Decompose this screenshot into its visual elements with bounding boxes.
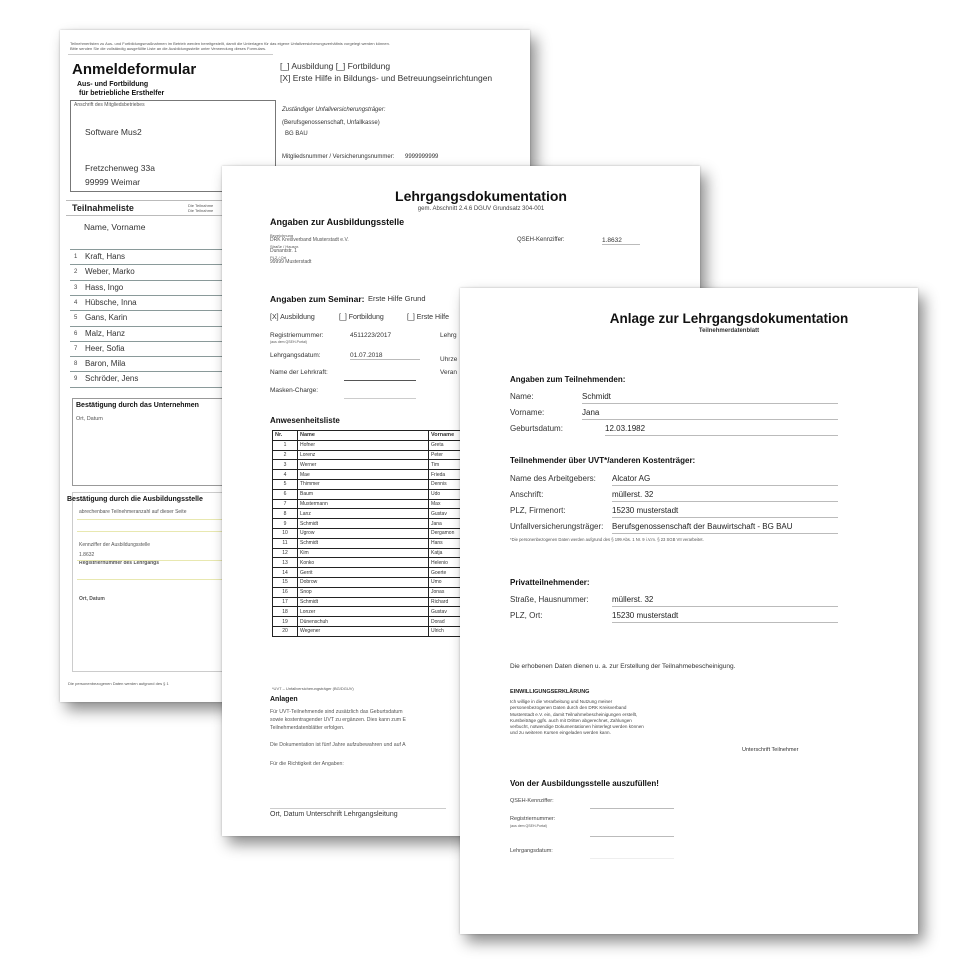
- firstname-value[interactable]: Jana: [582, 408, 600, 417]
- mask-batch-field[interactable]: [344, 398, 416, 399]
- uvt-footnote: *Die personenbezogenen Daten werden aufgrund des § 199 Abs. 1 Nr. 9 i.V.m. § 23 SGB VII verarbeitet.: [510, 537, 704, 542]
- row-number: 17: [273, 597, 298, 607]
- row-number: 13: [273, 558, 298, 568]
- row-vorname: Udo: [429, 489, 468, 499]
- participant-number: 5: [74, 315, 78, 322]
- attendance-row: [273, 499, 468, 509]
- uvt-section-title: Teilnehmender über UVT*/anderen Kostenträger:: [510, 456, 696, 465]
- row-name: Schmidt: [298, 597, 429, 607]
- consent-line: verbucht, notwendige Dokumentationen hinterlegt werden können: [510, 724, 644, 730]
- row-vorname: Katja: [429, 548, 468, 558]
- row-number: 7: [273, 499, 298, 509]
- course-date-field[interactable]: [590, 858, 674, 859]
- privacy-footer: Die personenbezogenen Daten werden aufgrund des § 1: [68, 681, 169, 686]
- row-number: 4: [273, 470, 298, 480]
- participant-number: 7: [74, 345, 78, 352]
- header-note: Bitte senden Sie die vollständig ausgefüllte Liste an die Ausbildungsstelle unter Verwendung dieses Formulars.: [70, 46, 267, 51]
- form-title: Anmeldeformular: [72, 61, 197, 78]
- row-vorname: Gustav: [429, 509, 468, 519]
- row-vorname: Richard: [429, 597, 468, 607]
- insurer-sublabel: (Berufsgenossenschaft, Unfallkasse): [282, 120, 380, 126]
- row-vorname: Peter: [429, 450, 468, 460]
- participant-list-title: Teilnahmeliste: [72, 203, 134, 213]
- attendance-row: [273, 460, 468, 470]
- form-subtitle: Aus- und Fortbildung: [77, 81, 149, 88]
- city-label: PLZ / Ort: [270, 255, 287, 260]
- attendance-row: [273, 519, 468, 529]
- participant-number: 8: [74, 361, 78, 368]
- attendance-row: [273, 538, 468, 548]
- participant-number: 4: [74, 299, 78, 306]
- row-name: Hofner: [298, 440, 429, 450]
- row-vorname: Greta: [429, 440, 468, 450]
- option-fortbildung[interactable]: [_] Fortbildung: [339, 314, 384, 321]
- row-vorname: Jana: [429, 519, 468, 529]
- address-label: Anschrift des Mitgliedsbetriebes: [74, 102, 145, 108]
- participant-number: 1: [74, 254, 78, 260]
- school-section-title: Von der Ausbildungsstelle auszufüllen!: [510, 779, 659, 788]
- company-confirmation-box: [72, 398, 234, 486]
- private-city-value[interactable]: 15230 musterstadt: [612, 611, 679, 620]
- attendance-row: [273, 479, 468, 489]
- row-vorname: Ulrich: [429, 626, 468, 636]
- attendance-row: [273, 568, 468, 578]
- participant-name: Gans, Karin: [85, 313, 128, 323]
- consent-line: Ich willige in die Verarbeitung und Nutzung meiner: [510, 699, 613, 704]
- birthdate-label: Geburtsdatum:: [510, 424, 563, 433]
- participant-number: 6: [74, 330, 78, 337]
- course-date-label: Lehrgangsdatum:: [270, 352, 321, 359]
- row-vorname: Dergamon: [429, 528, 468, 538]
- row-vorname: Umo: [429, 577, 468, 587]
- designation-label: Bezeichnung: [270, 233, 294, 238]
- address-value[interactable]: müllerst. 32: [612, 490, 654, 499]
- insurer-label: Zuständiger Unfallversicherungsträger:: [282, 107, 386, 113]
- row-vorname: Jonas: [429, 587, 468, 597]
- participant-number: 9: [74, 376, 78, 383]
- form-subtitle: für betriebliche Ersthelfer: [79, 90, 165, 97]
- doc-title: Lehrgangsdokumentation: [395, 188, 567, 204]
- registration-label: Registriernummer:: [270, 332, 324, 339]
- trainer-field[interactable]: [344, 380, 416, 381]
- participant-number: 2: [74, 269, 78, 276]
- row-name: Dünenschuh: [298, 617, 429, 627]
- attachments-line: sowie kostentragender UVT zu ergänzen. Dies kann zum E: [270, 717, 407, 723]
- participant-name: Hass, Ingo: [85, 282, 124, 292]
- col-name: Name: [298, 431, 429, 441]
- attendance-row: [273, 548, 468, 558]
- row-name: Dobrow: [298, 577, 429, 587]
- participant-name: Baron, Mila: [85, 359, 126, 369]
- birthdate-value[interactable]: 12.03.1982: [605, 424, 646, 433]
- row-name: Gerrit: [298, 568, 429, 578]
- consent-line: personenbezogenen Daten durch den DRK Kreisverband: [510, 705, 627, 711]
- time-label: Uhrze: [440, 356, 458, 363]
- qseh-value: 1.8632: [602, 237, 640, 245]
- row-name: Wegener: [298, 626, 429, 636]
- registration-number: 4511223/2017: [350, 332, 392, 339]
- row-name: Kim: [298, 548, 429, 558]
- row-number: 20: [273, 626, 298, 636]
- company-street: Fretzchenweg 33a: [85, 163, 155, 173]
- row-name: Lonzer: [298, 607, 429, 617]
- row-name: Thimmer: [298, 479, 429, 489]
- designation-value: DRK Kreisverband Musterstadt e.V.: [270, 237, 349, 243]
- participant-name: Kraft, Hans: [85, 252, 126, 261]
- row-number: 9: [273, 519, 298, 529]
- attendance-row: [273, 509, 468, 519]
- street-label: Straße / Hausnr.: [270, 244, 300, 249]
- row-name: Lanz: [298, 509, 429, 519]
- row-name: Schmidt: [298, 538, 429, 548]
- registration-label: Registriernummer:: [510, 816, 556, 822]
- company-city-value[interactable]: 15230 musterstadt: [612, 506, 679, 515]
- insurer-value[interactable]: Berufsgenossenschaft der Bauwirtschaft - BG BAU: [612, 522, 793, 531]
- attachments-title: Anlagen: [270, 696, 298, 703]
- school-confirmation-title: Bestätigung durch die Ausbildungsstelle: [67, 496, 203, 503]
- option-ausbildung[interactable]: [X] Ausbildung: [270, 314, 315, 321]
- school-id: 1.8632: [79, 552, 95, 558]
- list-note: Die Teilnahme: [188, 203, 214, 208]
- private-city-label: PLZ, Ort:: [510, 611, 543, 620]
- row-vorname: Helenio: [429, 558, 468, 568]
- row-name: Snop: [298, 587, 429, 597]
- attendance-row: [273, 587, 468, 597]
- first-aid-option[interactable]: [X] Erste Hilfe in Bildungs- und Betreuungseinrichtungen: [280, 73, 493, 83]
- row-vorname: Tim: [429, 460, 468, 470]
- participant-section-title: Angaben zum Teilnehmenden:: [510, 375, 626, 384]
- employer-value[interactable]: Alcator AG: [612, 474, 651, 483]
- row-name: Schmidt: [298, 519, 429, 529]
- mask-batch-label: Masken-Charge:: [270, 387, 319, 394]
- row-number: 15: [273, 577, 298, 587]
- attendance-row: [273, 626, 468, 636]
- row-number: 3: [273, 460, 298, 470]
- appendix-subtitle: Teilnehmerdatenblatt: [698, 328, 760, 334]
- participant-name: Weber, Marko: [85, 267, 135, 277]
- consent-line: Kursbeiträge ggfs. auch mit Dritten abgerechnet, Zahlungen: [510, 717, 632, 723]
- seminar-section-title: Angaben zum Seminar:: [270, 294, 365, 304]
- name-label: Name:: [510, 392, 534, 401]
- row-name: Mae: [298, 470, 429, 480]
- row-vorname: Dennis: [429, 479, 468, 489]
- participant-name: Heer, Sofia: [85, 343, 125, 353]
- company-city-label: PLZ, Firmenort:: [510, 506, 566, 515]
- row-number: 12: [273, 548, 298, 558]
- qseh-label: QSEH-Kennziffer:: [510, 798, 554, 804]
- attendance-row: [273, 617, 468, 627]
- attendance-table: [272, 430, 467, 637]
- row-name: Mustermann: [298, 499, 429, 509]
- date-place-label: Ort, Datum: [79, 596, 105, 602]
- row-name: Werner: [298, 460, 429, 470]
- course-register-label: Registriernummer des Lehrgangs: [79, 560, 160, 566]
- purpose-note: Die erhobenen Daten dienen u. a. zur Erstellung der Teilnahmebescheinigung.: [510, 663, 736, 670]
- participant-name: Malz, Hanz: [85, 328, 126, 338]
- header-note: Teilnehmerlisten zu Aus- und Fortbildungsmaßnahmen im Betrieb werden bereitgestellt, damit die Unterlagen für das eigene Unfallversicherungsverhältnis vorgelegt werden können.: [70, 41, 390, 46]
- attendance-row: [273, 528, 468, 538]
- row-number: 10: [273, 528, 298, 538]
- registration-sublabel: (aus dem QSEH-Portal): [510, 824, 547, 828]
- firstname-label: Vorname:: [510, 408, 545, 417]
- row-vorname: Goerte: [429, 568, 468, 578]
- private-section-title: Privatteilnehmender:: [510, 578, 590, 587]
- company-city: 99999 Weimar: [85, 177, 141, 187]
- row-vorname: Hans: [429, 538, 468, 548]
- row-number: 16: [273, 587, 298, 597]
- participant-signature-label: Unterschrift Teilnehmer: [742, 747, 799, 753]
- appendix-title: Anlage zur Lehrgangsdokumentation: [609, 311, 849, 326]
- school-confirmation-box: [67, 492, 234, 672]
- row-vorname: Max: [429, 499, 468, 509]
- name-column-header: Name, Vorname: [84, 222, 146, 232]
- city-value: 99999 Musterstadt: [270, 259, 312, 265]
- consent-line: und zu weiteren Kursen eingeladen werden kann.: [510, 730, 611, 736]
- participant-name: Schröder, Jens: [85, 374, 139, 384]
- row-vorname: Frieda: [429, 470, 468, 480]
- signature-label: Ort, Datum Unterschrift Lehrgangsleitung: [270, 811, 398, 818]
- attendance-title: Anwesenheitsliste: [270, 416, 340, 425]
- row-number: 19: [273, 617, 298, 627]
- training-type-options[interactable]: [_] Ausbildung [_] Fortbildung: [280, 61, 391, 71]
- doc-subtitle: gem. Abschnitt 2.4.6 DGUV Grundsatz 304-001: [417, 206, 545, 212]
- insurer-value: BG BAU: [285, 131, 308, 137]
- list-note: Die Teilnahme: [188, 208, 214, 213]
- member-number-label: Mitgliedsnummer / Versicherungsnummer:: [282, 154, 395, 160]
- row-name: Konko: [298, 558, 429, 568]
- course-date: 01.07.2018: [350, 352, 420, 360]
- course-label: Lehrg: [440, 332, 457, 339]
- attachments-line: Für UVT-Teilnehmende sind zusätzlich das Geburtsdatum: [270, 709, 403, 715]
- qseh-label: QSEH-Kennziffer:: [517, 237, 565, 243]
- private-street-value[interactable]: müllerst. 32: [612, 595, 654, 604]
- private-street-label: Straße, Hausnummer:: [510, 595, 589, 604]
- qseh-field[interactable]: [590, 808, 674, 809]
- consent-title: EINWILLIGUNGSERKLÄRUNG: [510, 689, 590, 695]
- attendance-row: [273, 489, 468, 499]
- name-value[interactable]: Schmidt: [582, 392, 611, 401]
- anlage-page: [460, 288, 918, 934]
- attendance-row: [273, 607, 468, 617]
- uvt-footnote: *UVT – Unfallversicherungsträger (BG/DGUV): [272, 686, 354, 691]
- trainer-label: Name der Lehrkraft:: [270, 369, 328, 376]
- row-number: 14: [273, 568, 298, 578]
- row-vorname: Dorad: [429, 617, 468, 627]
- attendance-row: [273, 597, 468, 607]
- participant-name: Hübsche, Inna: [85, 297, 137, 307]
- retention-note: Die Dokumentation ist fünf Jahre aufzubewahren und auf A: [270, 742, 406, 748]
- registration-field[interactable]: [590, 836, 674, 837]
- organizer-label: Veran: [440, 369, 457, 376]
- attendance-row: [273, 577, 468, 587]
- row-name: Ugrow: [298, 528, 429, 538]
- col-vorname: Vorname: [429, 431, 468, 441]
- date-place-label: Ort, Datum: [76, 416, 103, 422]
- registration-sublabel: (aus dem QSEH-Portal): [270, 340, 307, 344]
- row-number: 1: [273, 440, 298, 450]
- consent-text: [510, 699, 644, 737]
- correctness-note: Für die Richtigkeit der Angaben:: [270, 761, 344, 767]
- row-number: 11: [273, 538, 298, 548]
- attachments-line: Teilnehmerdatenblätter erfolgen.: [270, 725, 345, 731]
- company-name: Software Mus2: [85, 127, 142, 137]
- street-value: Dunantstr. 1: [270, 248, 297, 254]
- row-name: Lorenz: [298, 450, 429, 460]
- row-number: 5: [273, 479, 298, 489]
- attendance-row: [273, 470, 468, 480]
- attendance-row: [273, 558, 468, 568]
- attendance-row: [273, 450, 468, 460]
- row-number: 8: [273, 509, 298, 519]
- signature-line[interactable]: [270, 808, 446, 809]
- billable-count-label: abrechenbare Teilnehmeranzahl auf dieser Seite: [79, 509, 187, 515]
- consent-line: Musterstadt e.V. ein, damit Teilnahmebescheinigungen erstellt,: [510, 711, 638, 717]
- participant-number: 3: [74, 284, 78, 291]
- school-section-title: Angaben zur Ausbildungsstelle: [270, 217, 405, 227]
- attachments-text: [270, 708, 406, 732]
- address-label: Anschrift:: [510, 490, 544, 499]
- row-vorname: Gustav: [429, 607, 468, 617]
- course-date-label: Lehrgangsdatum:: [510, 848, 553, 854]
- row-number: 18: [273, 607, 298, 617]
- col-nr: Nr.: [273, 431, 298, 441]
- member-number: 9999999999: [405, 154, 439, 160]
- attendance-row: [273, 440, 468, 450]
- row-number: 2: [273, 450, 298, 460]
- seminar-name: Erste Hilfe Grund: [368, 294, 426, 303]
- attendance-header-row: [273, 431, 468, 441]
- insurer-label: Unfallversicherungsträger:: [510, 522, 604, 531]
- row-name: Baum: [298, 489, 429, 499]
- employer-label: Name des Arbeitgebers:: [510, 474, 596, 483]
- option-erste-hilfe[interactable]: [_] Erste Hilfe: [407, 314, 450, 321]
- row-number: 6: [273, 489, 298, 499]
- company-confirmation-title: Bestätigung durch das Unternehmen: [76, 402, 199, 409]
- school-id-label: Kennziffer der Ausbildungsstelle: [79, 542, 151, 548]
